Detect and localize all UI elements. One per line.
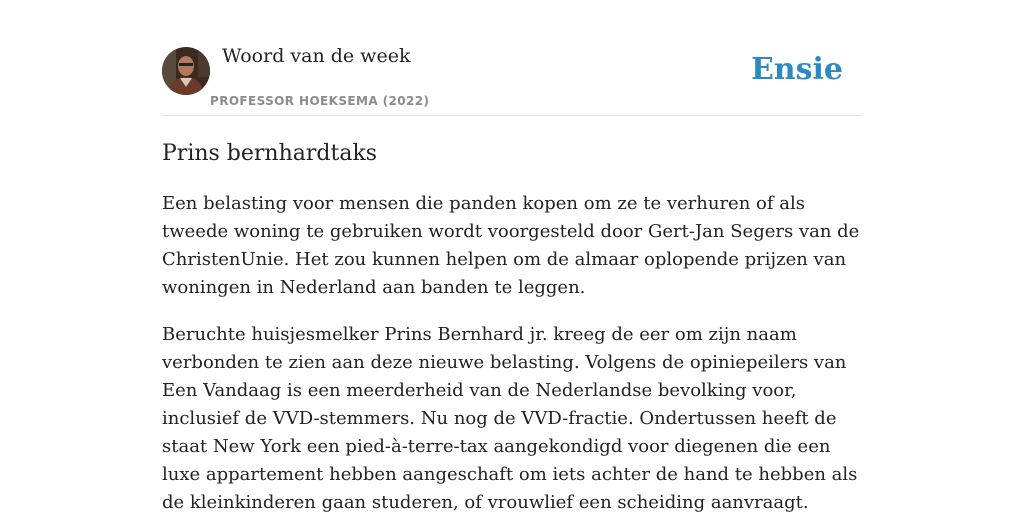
post-title: Prins bernhardtaks xyxy=(162,141,378,166)
post-body xyxy=(162,190,862,512)
author-avatar[interactable] xyxy=(162,47,210,95)
brand-logo[interactable]: Ensie xyxy=(750,52,843,87)
post-header xyxy=(162,0,862,116)
article-card xyxy=(162,0,862,512)
post-paragraph: Een belasting voor mensen die panden kopen om ze te verhuren of als tweede woning te gebruiken wordt voorgesteld door Gert-Jan Segers van de ChristenUnie. Het zou kunnen helpen om de almaar oplopende prijzen van woningen in Nederland aan banden te leggen. xyxy=(162,193,860,298)
avatar-photo-icon xyxy=(162,47,210,95)
post-paragraph: Beruchte huisjesmelker Prins Bernhard jr. kreeg de eer om zijn naam verbonden te zien aan deze nieuwe belasting. Volgens de opiniepeilers van Een Vandaag is een meerderheid van de Nederlandse bevolking voor, inclusief de VVD-stemmers. Nu nog de VVD-fractie. Ondertussen heeft de staat New York een pied-à-terre-tax aangekondigd voor diegenen die een luxe appartement hebben aangeschaft om iets achter de hand te hebben als de kleinkinderen gaan studeren, of vrouwlief een scheiding aanvraagt. xyxy=(162,324,858,512)
series-title[interactable]: Woord van de week xyxy=(222,45,411,67)
author-byline[interactable]: PROFESSOR HOEKSEMA (2022) xyxy=(210,94,430,108)
